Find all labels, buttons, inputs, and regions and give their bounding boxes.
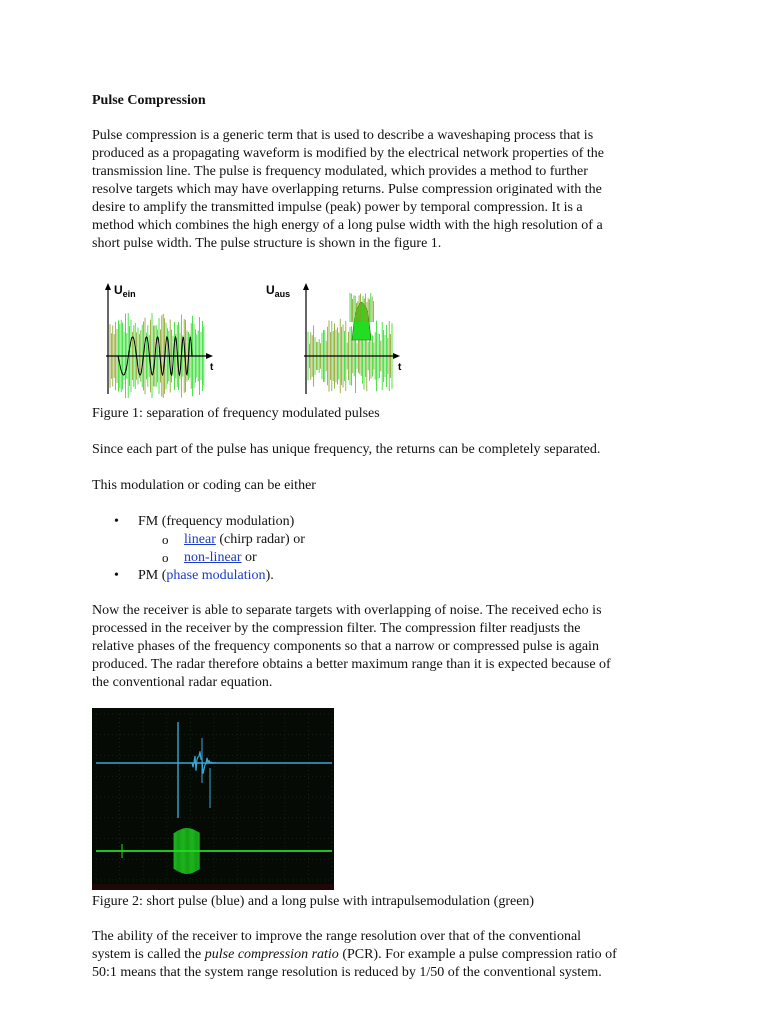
list-item-nonlinear <box>92 549 672 567</box>
list-item-label: ). <box>265 568 274 583</box>
right-x-arrow <box>393 353 400 359</box>
list-item-label: FM (frequency modulation) <box>138 514 295 529</box>
nonlinear-link[interactable]: non-linear <box>184 550 242 565</box>
figure-1-pulse-diagram <box>92 282 422 398</box>
text-line: desire to amplify the transmitted impulse (peak) power by temporal compression. It is a <box>92 200 583 215</box>
bullet-icon: • <box>114 568 119 583</box>
list-item-linear <box>92 531 672 549</box>
list-item-pm <box>92 567 672 585</box>
text-line: produced. The radar therefore obtains a better maximum range than it is expected because of <box>92 657 611 672</box>
text-line: relative phases of the frequency components so that a narrow or compressed pulse is again <box>92 639 599 654</box>
text-line: processed in the receiver by the compression filter. The compression filter readjusts the <box>92 621 581 636</box>
list-item-label: (chirp radar) or <box>215 532 305 547</box>
text-line: short pulse width. The pulse structure is shown in the figure 1. <box>92 236 442 251</box>
right-axis-label-main: U <box>266 283 275 297</box>
circle-bullet-icon: o <box>162 550 169 565</box>
circle-bullet-icon: o <box>162 532 169 547</box>
text-line: The ability of the receiver to improve the range resolution over that of the conventional <box>92 929 582 944</box>
left-x-arrow <box>206 353 213 359</box>
text-line <box>92 946 672 964</box>
modulation-intro: This modulation or coding can be either <box>92 478 316 493</box>
text-line: Pulse compression is a generic term that is used to describe a waveshaping process that is <box>92 128 594 143</box>
modulation-list <box>92 513 672 585</box>
right-t-label: t <box>398 362 402 373</box>
phase-modulation-link[interactable]: phase modulation <box>166 568 266 583</box>
pcr-paragraph <box>92 928 672 982</box>
text-line: produced as a propagating waveform is modified by the electrical network properties of the <box>92 146 604 161</box>
text-line: 50:1 means that the system range resolution is reduced by 1/50 of the conventional system. <box>92 965 602 980</box>
text-line: the conventional radar equation. <box>92 675 273 690</box>
left-t-label: t <box>210 362 214 373</box>
list-item-label: PM ( <box>138 568 167 583</box>
text-line: transmission line. The pulse is frequency modulated, which provides a method to further <box>92 164 588 179</box>
left-axis-label-sub: ein <box>122 289 136 299</box>
text-segment: (PCR). For example a pulse compression ratio of <box>338 947 617 962</box>
figure-2-oscilloscope-image <box>92 708 334 890</box>
left-y-arrow <box>105 283 111 290</box>
left-axis-label <box>114 283 136 299</box>
page-title: Pulse Compression <box>92 93 206 108</box>
text-line: resolve targets which may have overlapping returns. Pulse compression originated with the <box>92 182 602 197</box>
pcr-term: pulse compression ratio <box>204 947 339 962</box>
figure-1-caption: Figure 1: separation of frequency modulated pulses <box>92 406 380 421</box>
right-plot-pulse-noise <box>350 293 373 322</box>
separation-paragraph: Since each part of the pulse has unique frequency, the returns can be completely separated. <box>92 442 601 457</box>
figure-2-caption: Figure 2: short pulse (blue) and a long pulse with intrapulsemodulation (green) <box>92 894 535 909</box>
scope-background <box>92 708 334 890</box>
receiver-paragraph <box>92 602 672 692</box>
linear-link[interactable]: linear <box>184 532 216 547</box>
scope-status-bar <box>92 884 334 890</box>
right-y-arrow <box>303 283 309 290</box>
left-axis-label-main: U <box>114 283 123 297</box>
text-line: method which combines the high energy of a long pulse width with the high resolution of a <box>92 218 603 233</box>
text-line: Now the receiver is able to separate targets with overlapping of noise. The received echo is <box>92 603 602 618</box>
text-segment: system is called the <box>92 947 205 962</box>
right-axis-label <box>266 283 290 299</box>
list-item-label: or <box>241 550 257 565</box>
right-axis-label-sub: aus <box>274 289 291 299</box>
bullet-icon: • <box>114 514 119 529</box>
list-item-fm <box>92 513 672 531</box>
intro-paragraph <box>92 127 672 253</box>
